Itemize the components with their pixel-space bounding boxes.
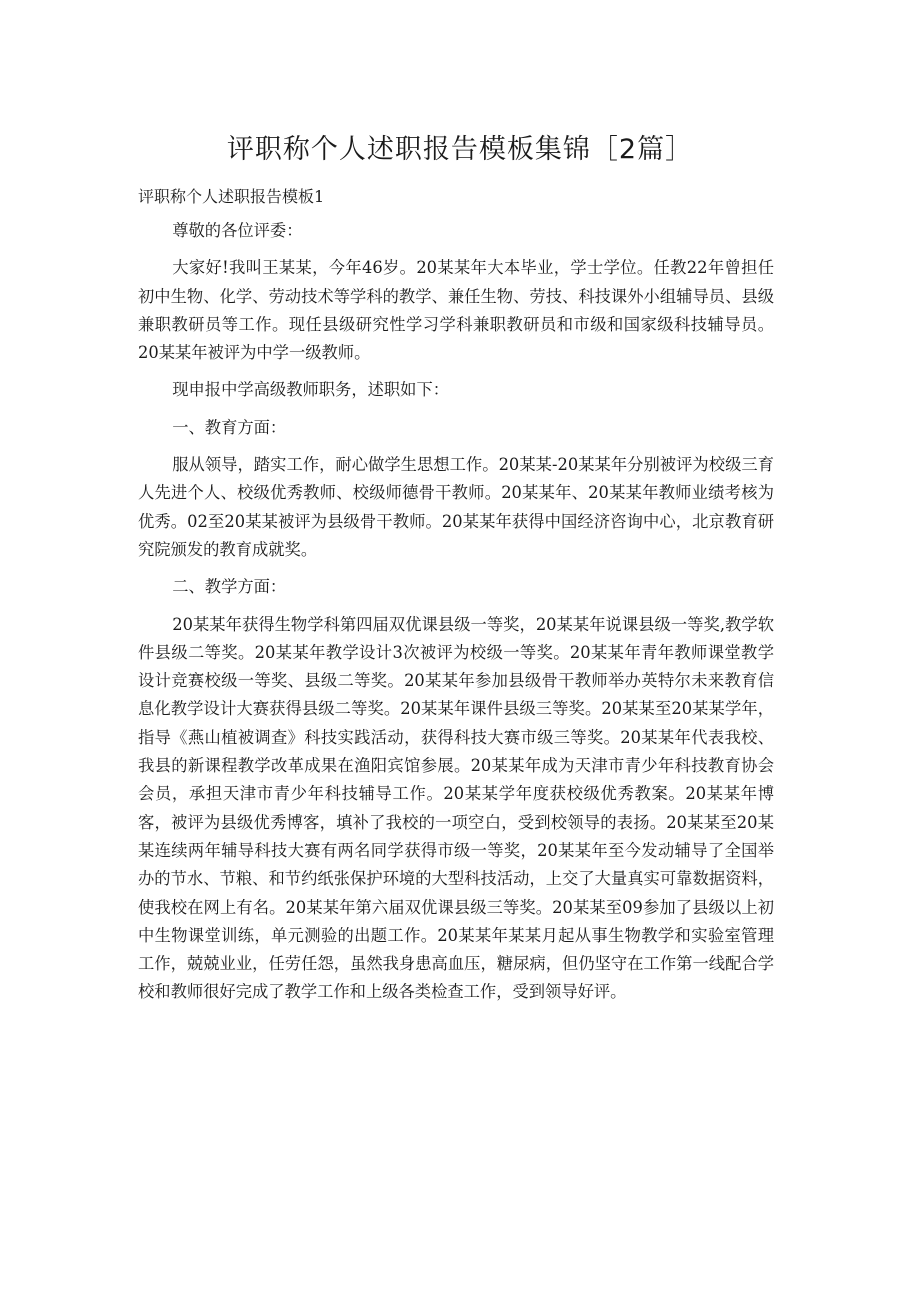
section-heading-education: 一、教育方面： (172, 417, 287, 437)
section-heading-teaching: 二、教学方面： (172, 577, 287, 597)
salutation-paragraph: 尊敬的各位评委： (172, 221, 303, 240)
document-subtitle: 评职称个人述职报告模板1 (138, 187, 325, 206)
introduction-paragraph: 大家好!我叫王某某，今年46岁。20某某年大本毕业，学士学位。任教22年曾担任初中生物、化学、劳动技术等学科的教学、兼任生物、劳技、科技课外小组辅导员、县级兼职教研员等工作。现任县级研究性学习学科兼职教研员和市级和国家级科技辅导员。20某某年被评为中学一级教师。 (138, 258, 774, 363)
document-title: 评职称个人述职报告模板集锦［2篇］ (226, 134, 694, 165)
education-paragraph: 服从领导，踏实工作，耐心做学生思想工作。20某某-20某某年分别被评为校级三育人先进个人、校级优秀教师、校级师德骨干教师。20某某年、20某某年教师业绩考核为优秀。02至20某某被评为县级骨干教师。20某某年获得中国经济咨询中心，北京教育研究院颁发的教育成就奖。 (138, 455, 774, 559)
document-body (138, 217, 774, 1007)
application-paragraph: 现申报中学高级教师职务，述职如下： (172, 380, 450, 400)
teaching-paragraph: 20某某年获得生物学科第四届双优课县级一等奖，20某某年说课县级一等奖,教学软件县级二等奖。20某某年教学设计3次被评为校级一等奖。20某某年青年教师课堂教学设计竞赛校级一等奖、县级二等奖。20某某年参加县级骨干教师举办英特尔未来教育信息化教学设计大赛获得县级二等奖。20某某年课件县级三等奖。20某某至20某某学年，指导《燕山植被调查》科技实践活动，获得科技大赛市级三等奖。20某某年代表我校、我县的新课程教学改革成果在渔阳宾馆参展。20某某年成为天津市青少年科技教育协会会员，承担天津市青少年科技辅导工作。20某某学年度获校级优秀教案。20某某年博客，被评为县级优秀博客，填补了我校的一项空白，受到校领导的表扬。20某某至20某某连续两年辅导科技大赛有两名同学获得市级一等奖，20某某年至今发动辅导了全国举办的节水、节粮、和节约纸张保护环境的大型科技活动，上交了大量真实可靠数据资料，使我校在网上有名。20某某年第六届双优课县级三等奖。20某某至09参加了县级以上初中生物课堂训练，单元测验的出题工作。20某某年某某月起从事生物教学和实验室管理工作，兢兢业业，任劳任怨，虽然我身患高血压，糖尿病，但仍坚守在工作第一线配合学校和教师很好完成了教学工作和上级各类检查工作，受到领导好评。 (138, 614, 774, 1002)
